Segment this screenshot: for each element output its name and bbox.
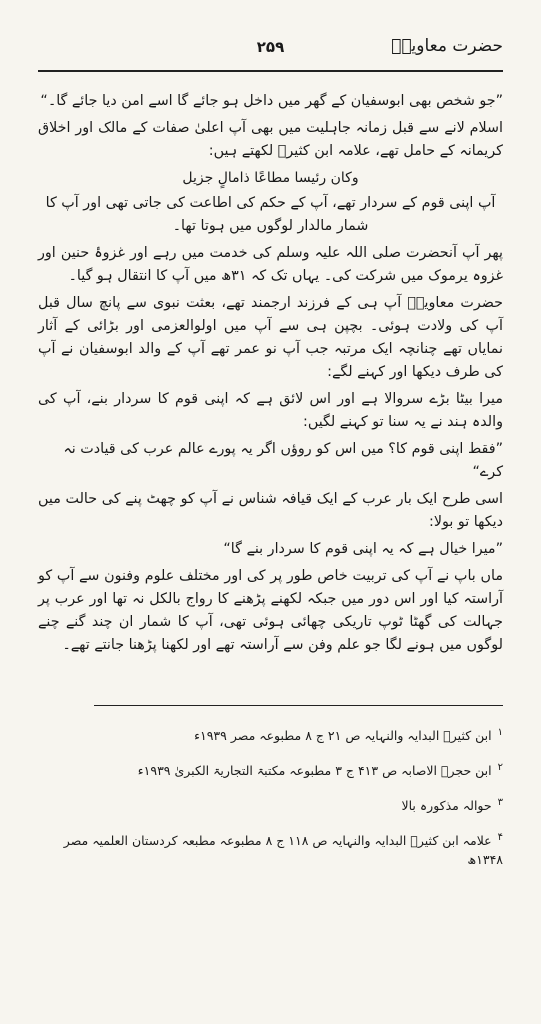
arabic-quote: وکان رئیسا مطاعًا ذامالٍ جزیل <box>182 170 359 186</box>
translation-paragraph: آپ اپنی قوم کے سردار تھے، آپ کے حکم کی اطاعت کی جاتی تھی اور آپ کا شمار مالدار لوگوں میں ہوتا تھا۔ <box>45 195 496 234</box>
running-head: حضرت معاویہؓ <box>391 36 503 56</box>
footnote-marker: ۳ <box>497 797 503 809</box>
footnote-text: حوالہ مذکورہ بالا <box>401 798 492 814</box>
main-text <box>38 90 503 657</box>
footnote-text: علامہ ابن کثیرؒ البدایہ والنہایہ ص ۱۱۸ ج ۸ مطبوعہ مطبعہ کردستان العلمیہ مصر ۱۳۴۸ھ <box>63 833 503 867</box>
footnote-marker: ۱ <box>497 727 503 738</box>
paragraph: حضرت معاویہؓ آپ ہی کے فرزند ارجمند تھے، بعثت نبوی سے پانچ سال قبل آپ کی ولادت ہوئی۔ بچپن ہی سے آپ میں اولوالعزمی اور بڑائی کے آثار نمایاں تھے چنانچہ ایک مرتبہ جب آپ نو عمر تھے آپ کے والد ابوسفیان نے آپ کی طرف دیکھا اور کہنے لگے: <box>38 295 503 380</box>
paragraph: اسلام لانے سے قبل زمانہ جاہلیت میں بھی آپ اعلیٰ صفات کے مالک اور اخلاق کریمانہ کے حامل تھے، علامہ ابن کثیرؒ لکھتے ہیں: <box>38 120 503 159</box>
footnote <box>38 829 503 868</box>
paragraph: اسی طرح ایک بار عرب کے ایک قیافہ شناس نے آپ کو چھٹ پنے کی حالت میں دیکھا تو بولا: <box>38 491 503 530</box>
footnotes <box>38 724 503 869</box>
quote-paragraph: ”میرا خیال ہے کہ یہ اپنی قوم کا سردار بنے گا“ <box>223 541 503 557</box>
quote-paragraph: ”جو شخص بھی ابوسفیان کے گھر میں داخل ہو جائے گا اسے امن دیا جائے گا۔“ <box>40 93 503 109</box>
footnote-text: ابن کثیرؒ البدایہ والنہایہ ص ۲۱ ج ۸ مطبوعہ مصر ۱۹۳۹ء <box>194 728 492 744</box>
paragraph: ماں باپ نے آپ کی تربیت خاص طور پر کی اور مختلف علوم وفنون سے آپ کو آراستہ کیا اور اس دور میں جبکہ لکھنے پڑھنے کا رواج بالکل نہ تھا اور عرب پر جہالت کی گھٹا ٹوپ تاریکی چھائی ہوئی تھی، آپ کا شمار ان چند گنے چنے لوگوں میں ہونے لگا جو علم وفن سے آراستہ تھے اور لکھنا پڑھنا جانتے تھے۔ <box>38 568 503 653</box>
quote-paragraph: ”فقط اپنی قوم کا؟ میں اس کو روؤں اگر یہ پورے عالم عرب کی قیادت نہ کرے“ <box>63 441 503 480</box>
footnote-text: ابن حجرؒ الاصابہ ص ۴۱۳ ج ۳ مطبوعہ مکتبۃ التجاریۃ الکبریٰ ۱۹۳۹ء <box>137 763 492 779</box>
paragraph: میرا بیٹا بڑے سروالا ہے اور اس لائق ہے کہ اپنی قوم کا سردار بنے، آپ کی والدہ ہند نے یہ سنا تو کہنے لگیں: <box>38 391 503 430</box>
page-header <box>38 30 503 72</box>
footnote-marker: ۴ <box>497 832 503 844</box>
footnote-marker: ۲ <box>497 762 503 774</box>
footnote <box>38 724 503 745</box>
footnote <box>38 794 503 815</box>
page-number: ۲۵۹ <box>256 38 285 56</box>
footnote <box>38 759 503 780</box>
footnote-divider <box>94 705 503 706</box>
paragraph: پھر آپ آنحضرت صلی اللہ علیہ وسلم کی خدمت میں رہے اور غزوۂ حنین اور غزوہ یرموک میں شرکت کی۔ یہاں تک کہ ۳۱ھ میں آپ کا انتقال ہو گیا۔ <box>38 245 503 284</box>
